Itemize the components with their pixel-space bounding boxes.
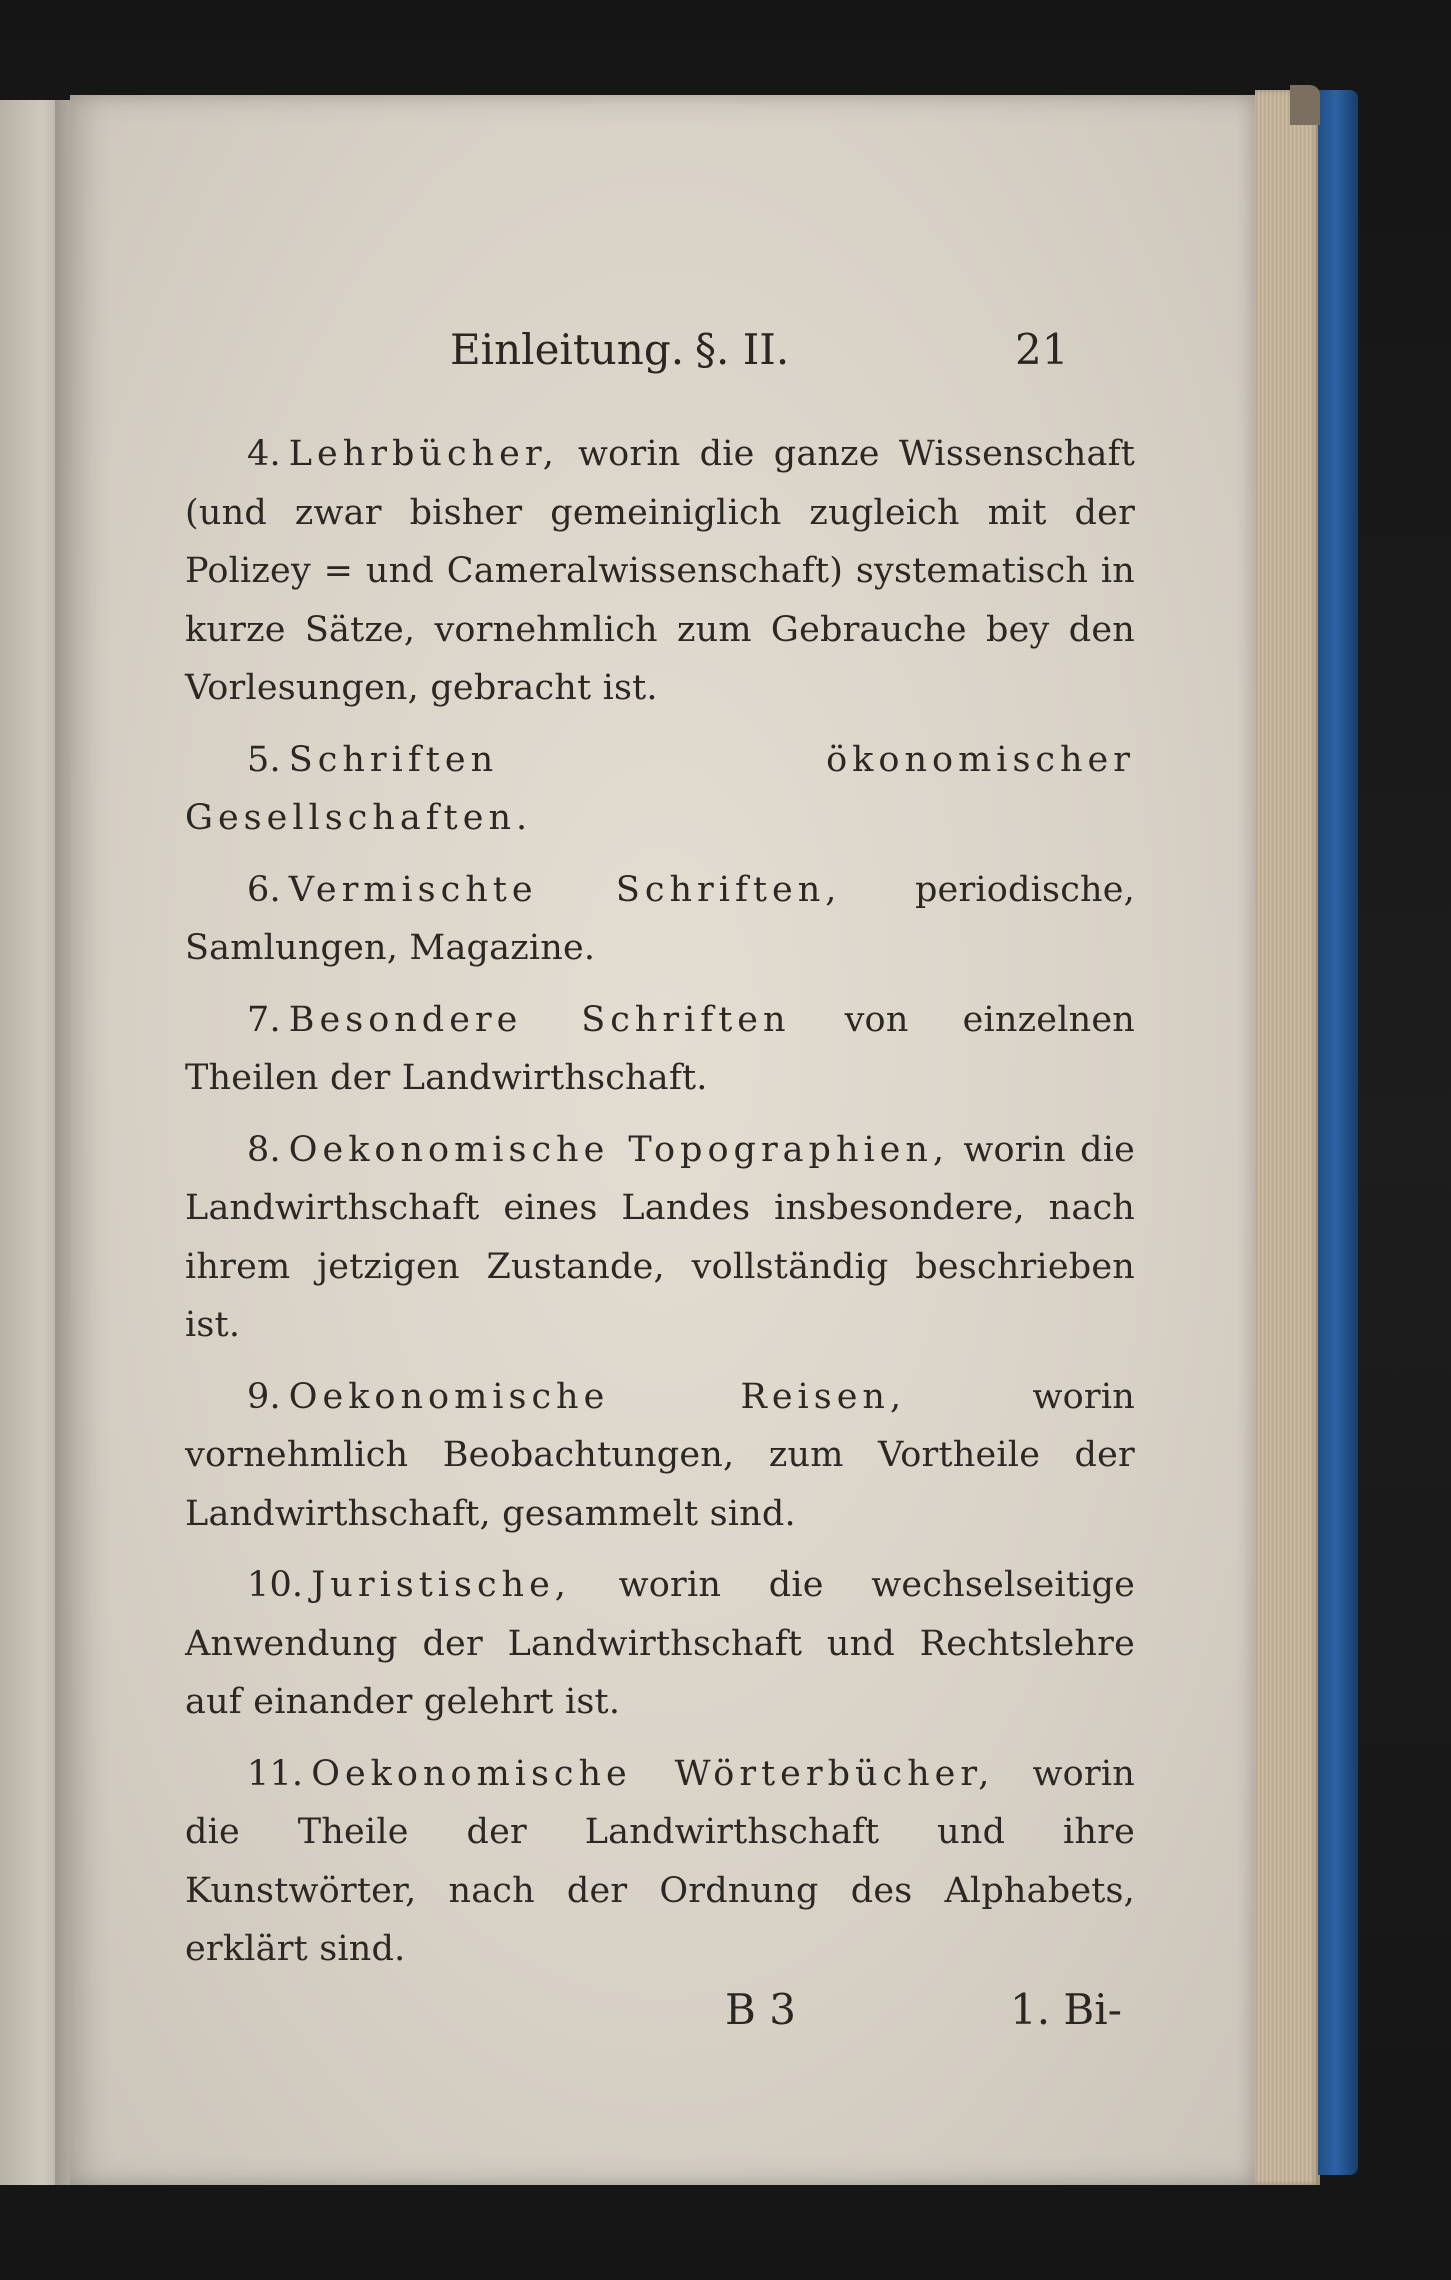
entry-number: 9. <box>247 1376 281 1417</box>
entry-number: 7. <box>247 999 281 1040</box>
list-item <box>185 1121 1135 1355</box>
entry-text: worin vornehmlich Beobachtungen, zum Vortheile der Landwirthschaft, gesammelt sind. <box>185 1376 1135 1534</box>
header-section: §. II. <box>695 325 790 374</box>
entry-number: 4. <box>247 434 281 474</box>
entry-keyword: Lehrbücher, <box>288 434 559 474</box>
entry-number: 5. <box>247 739 281 780</box>
list-item <box>185 861 1135 978</box>
cover-corner <box>1290 85 1320 125</box>
entry-number: 6. <box>247 869 281 910</box>
entry-number: 8. <box>247 1129 281 1170</box>
body-text <box>185 425 1135 1992</box>
running-header <box>70 325 1255 395</box>
entry-text: worin die Landwirthschaft eines Landes insbesondere, nach ihrem jetzigen Zustande, vollständig beschrieben ist. <box>185 1129 1135 1345</box>
entry-number: 11. <box>247 1753 304 1794</box>
list-item <box>185 1368 1135 1544</box>
entry-keyword: Oekonomische Wörterbücher, <box>311 1753 995 1794</box>
entry-keyword: Oekonomische Topographien, <box>288 1129 950 1170</box>
entry-keyword: Juristische, <box>311 1565 571 1605</box>
entry-text: worin die ganze Wissenschaft (und zwar bisher gemeiniglich zugleich mit der Polizey = und Cameralwissenschaft) systematisch in kurze Sätze, vornehmlich zum Gebrauche bey den Vorlesungen, gebracht ist. <box>185 434 1135 708</box>
list-item <box>185 1745 1135 1979</box>
entry-text: periodische, Samlungen, Magazine. <box>185 869 1135 968</box>
entry-text: von einzelnen Theilen der Landwirthschaft. <box>185 999 1135 1098</box>
entry-number: 10. <box>247 1565 304 1605</box>
list-item <box>185 991 1135 1108</box>
entry-keyword: Vermischte Schriften, <box>288 869 842 910</box>
entry-keyword: Oekonomische Reisen, <box>288 1376 907 1417</box>
list-item <box>185 425 1135 718</box>
book-page <box>70 95 1255 2185</box>
book-cover-edge <box>1318 90 1358 2175</box>
catchword: 1. Bi- <box>1010 1985 1122 2034</box>
entry-keyword: Besondere Schriften <box>288 999 791 1040</box>
entry-text: worin die wechselseitige Anwendung der Landwirthschaft und Rechtslehre auf einander gelehrt ist. <box>185 1565 1135 1722</box>
entry-text: worin die Theile der Landwirthschaft und ihre Kunstwörter, nach der Ordnung des Alphabets, erklärt sind. <box>185 1753 1135 1969</box>
page-block-edge <box>1255 90 1320 2185</box>
list-item <box>185 731 1135 848</box>
entry-keyword: Schriften ökonomischer Gesellschaften. <box>185 739 1135 838</box>
page-number: 21 <box>1015 325 1069 374</box>
list-item <box>185 1556 1135 1732</box>
signature-mark: B 3 <box>725 1985 796 2034</box>
header-title: Einleitung. <box>450 325 685 374</box>
